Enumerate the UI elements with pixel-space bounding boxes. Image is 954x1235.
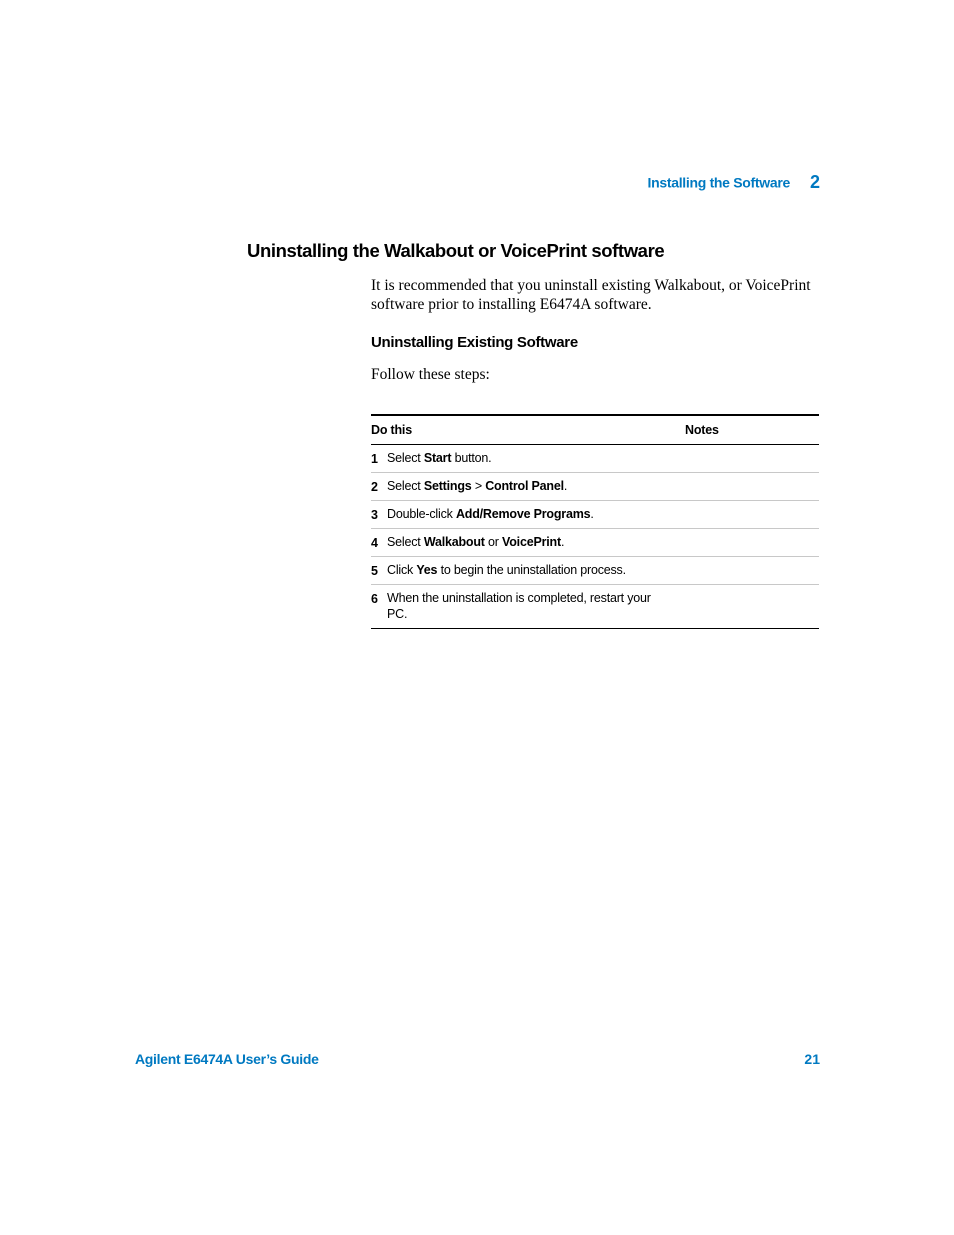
step-text — [387, 506, 667, 522]
step-cell — [371, 501, 685, 529]
step-text-fragment: to begin the uninstallation process. — [437, 563, 626, 577]
step-text-fragment: . — [560, 535, 565, 549]
step-notes — [685, 445, 819, 473]
step-text-fragment: When the uninstallation is completed, restart your PC. — [387, 591, 651, 621]
table-row — [371, 557, 819, 585]
step-text — [387, 534, 667, 550]
step-text — [387, 562, 667, 578]
steps-table — [371, 414, 819, 629]
step-cell — [371, 445, 685, 473]
step-text — [387, 450, 667, 466]
step-text-fragment: Click — [387, 563, 417, 577]
steps-table-body — [371, 445, 819, 629]
step-number: 3 — [371, 508, 378, 522]
step-notes — [685, 585, 819, 629]
footer-guide-title: Agilent E6474A User’s Guide — [135, 1051, 319, 1067]
chapter-title: Installing the Software — [647, 174, 790, 191]
subsection-title: Uninstalling Existing Software — [371, 334, 578, 351]
step-text-fragment: Select — [387, 535, 424, 549]
step-text-fragment: or — [484, 535, 503, 549]
step-cell — [371, 473, 685, 501]
step-ui-term: Walkabout — [423, 535, 485, 549]
step-text — [387, 478, 667, 494]
step-text-fragment: Select — [387, 451, 424, 465]
step-notes — [685, 557, 819, 585]
step-ui-term: VoicePrint — [502, 535, 561, 549]
running-header — [560, 172, 820, 193]
step-notes — [685, 501, 819, 529]
column-header-do-this: Do this — [371, 415, 685, 445]
step-number: 6 — [371, 592, 378, 606]
step-notes — [685, 529, 819, 557]
steps-table-header-row — [371, 415, 819, 445]
step-number: 5 — [371, 564, 378, 578]
step-number: 2 — [371, 480, 378, 494]
table-row — [371, 445, 819, 473]
step-number: 4 — [371, 536, 378, 550]
step-cell — [371, 529, 685, 557]
step-ui-term: Add/Remove Programs — [455, 507, 591, 521]
step-notes — [685, 473, 819, 501]
footer-page-number: 21 — [804, 1051, 820, 1067]
step-cell — [371, 557, 685, 585]
column-header-notes: Notes — [685, 415, 819, 445]
chapter-number: 2 — [809, 172, 820, 192]
step-number: 1 — [371, 452, 378, 466]
step-text-fragment: . — [563, 479, 568, 493]
table-row — [371, 501, 819, 529]
step-ui-term: Settings — [423, 479, 472, 493]
step-ui-term: Control Panel — [485, 479, 564, 493]
step-cell — [371, 585, 685, 629]
step-ui-term: Yes — [416, 563, 438, 577]
step-text — [387, 590, 667, 622]
step-text-fragment: Select — [387, 479, 424, 493]
intro-paragraph: It is recommended that you uninstall existing Walkabout, or VoicePrint software prior to installing E6474A software. — [371, 277, 811, 313]
step-text-fragment: Double-click — [387, 507, 456, 521]
table-row — [371, 585, 819, 629]
step-text-fragment: > — [471, 479, 486, 493]
table-row — [371, 529, 819, 557]
step-text-fragment: button. — [451, 451, 492, 465]
section-title: Uninstalling the Walkabout or VoicePrint software — [247, 240, 665, 261]
table-row — [371, 473, 819, 501]
step-ui-term: Start — [423, 451, 452, 465]
step-text-fragment: . — [590, 507, 594, 521]
steps-lead: Follow these steps: — [371, 366, 490, 383]
